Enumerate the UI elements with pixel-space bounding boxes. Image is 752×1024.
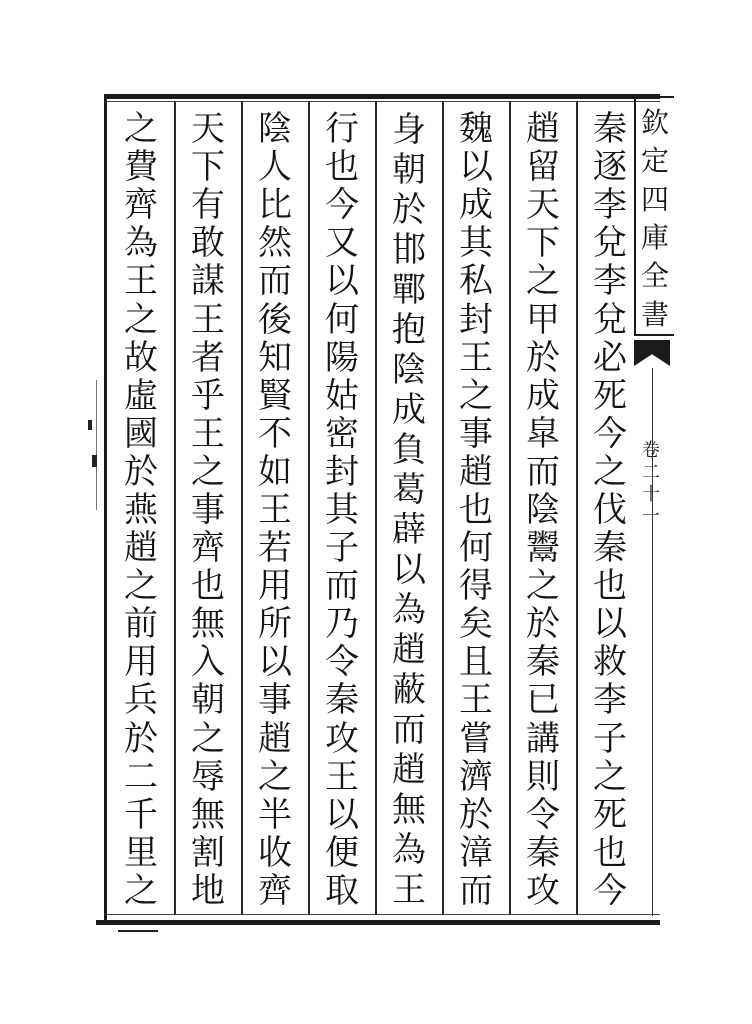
character: 故 <box>124 337 158 378</box>
character: 之 <box>124 566 158 607</box>
character: 何 <box>459 528 493 569</box>
character: 趙 <box>124 528 158 569</box>
character: 齊 <box>258 870 292 911</box>
character: 已 <box>526 680 560 721</box>
character: 之 <box>593 451 627 492</box>
character: 封 <box>325 451 359 492</box>
character: 秦 <box>526 642 560 683</box>
banner-character: 書 <box>640 297 669 331</box>
volume-character: 二 <box>642 462 660 483</box>
character: 蔽 <box>392 670 426 710</box>
character: 不 <box>258 413 292 454</box>
character: 濟 <box>459 756 493 797</box>
text-column <box>513 110 573 910</box>
character: 里 <box>124 832 158 873</box>
character: 密 <box>325 413 359 454</box>
column-rule <box>375 101 377 915</box>
banner-character: 欽 <box>640 106 669 140</box>
character: 乃 <box>325 604 359 645</box>
character: 知 <box>258 337 292 378</box>
character: 子 <box>325 528 359 569</box>
column-rule <box>442 101 444 915</box>
character: 之 <box>459 375 493 416</box>
character: 之 <box>124 870 158 911</box>
character: 之 <box>526 261 560 302</box>
character: 而 <box>325 566 359 607</box>
character: 攻 <box>526 870 560 911</box>
character: 如 <box>258 451 292 492</box>
character: 王 <box>459 337 493 378</box>
character: 於 <box>124 718 158 759</box>
character: 之 <box>258 756 292 797</box>
volume-character: 卷 <box>642 440 660 461</box>
character: 何 <box>325 299 359 340</box>
character: 趙 <box>459 451 493 492</box>
character: 也 <box>593 832 627 873</box>
character: 以 <box>325 794 359 835</box>
character: 成 <box>459 185 493 226</box>
character: 之 <box>191 451 225 492</box>
character: 負 <box>392 430 426 470</box>
text-column <box>580 110 640 910</box>
character: 事 <box>258 680 292 721</box>
character: 趙 <box>526 109 560 150</box>
character: 則 <box>526 756 560 797</box>
character: 也 <box>325 147 359 188</box>
character: 乎 <box>191 375 225 416</box>
character: 二 <box>124 756 158 797</box>
character: 賢 <box>258 375 292 416</box>
character: 救 <box>593 642 627 683</box>
character: 便 <box>325 832 359 873</box>
character: 今 <box>593 870 627 911</box>
character: 千 <box>124 794 158 835</box>
character: 且 <box>459 642 493 683</box>
character: 兵 <box>124 680 158 721</box>
character: 也 <box>459 489 493 530</box>
frame-left-faint-line <box>96 380 97 510</box>
character: 比 <box>258 185 292 226</box>
character: 於 <box>459 794 493 835</box>
character: 天 <box>191 109 225 150</box>
frame-bottom-border <box>96 920 660 925</box>
character: 王 <box>392 870 426 910</box>
character: 其 <box>325 489 359 530</box>
character: 伐 <box>593 489 627 530</box>
character: 謀 <box>191 261 225 302</box>
character: 陰 <box>526 489 560 530</box>
character: 燕 <box>124 489 158 530</box>
character: 王 <box>124 261 158 302</box>
character: 以 <box>459 147 493 188</box>
character: 虛 <box>124 375 158 416</box>
character: 有 <box>191 185 225 226</box>
character: 以 <box>325 261 359 302</box>
character: 齊 <box>191 528 225 569</box>
character: 趙 <box>258 718 292 759</box>
character: 於 <box>526 337 560 378</box>
character: 朝 <box>191 680 225 721</box>
character: 王 <box>325 756 359 797</box>
character: 用 <box>258 566 292 607</box>
volume-label <box>636 440 666 528</box>
character: 鬻 <box>526 528 560 569</box>
frame-left-border <box>104 94 107 924</box>
character: 辱 <box>191 756 225 797</box>
character: 成 <box>392 390 426 430</box>
banner-character: 庫 <box>640 221 669 255</box>
ink-speck <box>88 420 92 430</box>
character: 今 <box>325 185 359 226</box>
character: 以 <box>593 604 627 645</box>
volume-character: 十 <box>642 484 660 505</box>
character: 用 <box>124 642 158 683</box>
character: 葛 <box>392 470 426 510</box>
character: 而 <box>258 261 292 302</box>
character: 王 <box>258 489 292 530</box>
character: 地 <box>191 870 225 911</box>
character: 若 <box>258 528 292 569</box>
character: 天 <box>526 185 560 226</box>
character: 李 <box>593 261 627 302</box>
character: 之 <box>124 109 158 150</box>
character: 得 <box>459 566 493 607</box>
character: 李 <box>593 185 627 226</box>
character: 鄲 <box>392 270 426 310</box>
character: 為 <box>392 830 426 870</box>
ink-speck <box>118 930 158 932</box>
character: 入 <box>191 642 225 683</box>
character: 朝 <box>392 150 426 190</box>
character: 趙 <box>392 630 426 670</box>
character: 逐 <box>593 147 627 188</box>
column-rule <box>241 101 243 915</box>
character: 王 <box>191 413 225 454</box>
text-column <box>446 110 506 910</box>
character: 陰 <box>258 109 292 150</box>
character: 王 <box>191 299 225 340</box>
character: 為 <box>392 590 426 630</box>
character: 姑 <box>325 375 359 416</box>
character: 而 <box>459 870 493 911</box>
frame-top-border <box>104 94 660 99</box>
character: 陽 <box>325 337 359 378</box>
character: 敢 <box>191 223 225 264</box>
character: 又 <box>325 223 359 264</box>
character: 為 <box>124 223 158 264</box>
character: 私 <box>459 261 493 302</box>
character: 之 <box>124 299 158 340</box>
character: 齊 <box>124 185 158 226</box>
character: 割 <box>191 832 225 873</box>
character: 嘗 <box>459 718 493 759</box>
character: 下 <box>191 147 225 188</box>
character: 其 <box>459 223 493 264</box>
character: 抱 <box>392 310 426 350</box>
character: 者 <box>191 337 225 378</box>
character: 之 <box>593 756 627 797</box>
character: 必 <box>593 337 627 378</box>
character: 前 <box>124 604 158 645</box>
character: 於 <box>392 190 426 230</box>
character: 講 <box>526 718 560 759</box>
character: 兌 <box>593 299 627 340</box>
column-rule <box>576 101 578 915</box>
character: 國 <box>124 413 158 454</box>
character: 死 <box>593 375 627 416</box>
character: 而 <box>526 451 560 492</box>
ink-speck <box>92 455 97 467</box>
character: 後 <box>258 299 292 340</box>
character: 之 <box>191 718 225 759</box>
character: 陰 <box>392 350 426 390</box>
banner-character: 定 <box>640 144 669 178</box>
character: 秦 <box>593 109 627 150</box>
text-column <box>178 110 238 910</box>
banner-character: 四 <box>640 182 669 216</box>
character: 成 <box>526 375 560 416</box>
text-column <box>312 110 372 910</box>
character: 趙 <box>392 750 426 790</box>
character: 邯 <box>392 230 426 270</box>
character: 身 <box>392 110 426 150</box>
character: 子 <box>593 718 627 759</box>
character: 秦 <box>526 832 560 873</box>
character: 王 <box>459 680 493 721</box>
character: 漳 <box>459 832 493 873</box>
character: 封 <box>459 299 493 340</box>
character: 秦 <box>325 680 359 721</box>
character: 然 <box>258 223 292 264</box>
character: 死 <box>593 794 627 835</box>
fish-tail-mark <box>634 340 670 366</box>
character: 下 <box>526 223 560 264</box>
character: 半 <box>258 794 292 835</box>
column-rule <box>308 101 310 915</box>
text-column <box>111 110 171 910</box>
character: 費 <box>124 147 158 188</box>
character: 甲 <box>526 299 560 340</box>
character: 攻 <box>325 718 359 759</box>
banner-character: 全 <box>640 259 669 293</box>
volume-character: 一 <box>642 506 660 527</box>
character: 兌 <box>593 223 627 264</box>
character: 取 <box>325 870 359 911</box>
character: 於 <box>526 604 560 645</box>
character: 事 <box>191 489 225 530</box>
character: 之 <box>526 566 560 607</box>
character: 薜 <box>392 510 426 550</box>
character: 李 <box>593 680 627 721</box>
character: 魏 <box>459 109 493 150</box>
text-column <box>245 110 305 910</box>
character: 今 <box>593 413 627 454</box>
character: 事 <box>459 413 493 454</box>
character: 也 <box>593 566 627 607</box>
character: 矣 <box>459 604 493 645</box>
character: 令 <box>325 642 359 683</box>
character: 令 <box>526 794 560 835</box>
character: 收 <box>258 832 292 873</box>
character: 人 <box>258 147 292 188</box>
character: 行 <box>325 109 359 150</box>
banner-title <box>634 96 674 336</box>
character: 以 <box>258 642 292 683</box>
text-column <box>379 110 439 910</box>
character: 秦 <box>593 528 627 569</box>
character: 也 <box>191 566 225 607</box>
character: 無 <box>191 604 225 645</box>
character: 所 <box>258 604 292 645</box>
character: 皐 <box>526 413 560 454</box>
character: 以 <box>392 550 426 590</box>
character: 於 <box>124 451 158 492</box>
character: 無 <box>191 794 225 835</box>
column-rule <box>174 101 176 915</box>
character: 而 <box>392 710 426 750</box>
column-rule <box>509 101 511 915</box>
character: 無 <box>392 790 426 830</box>
character: 留 <box>526 147 560 188</box>
